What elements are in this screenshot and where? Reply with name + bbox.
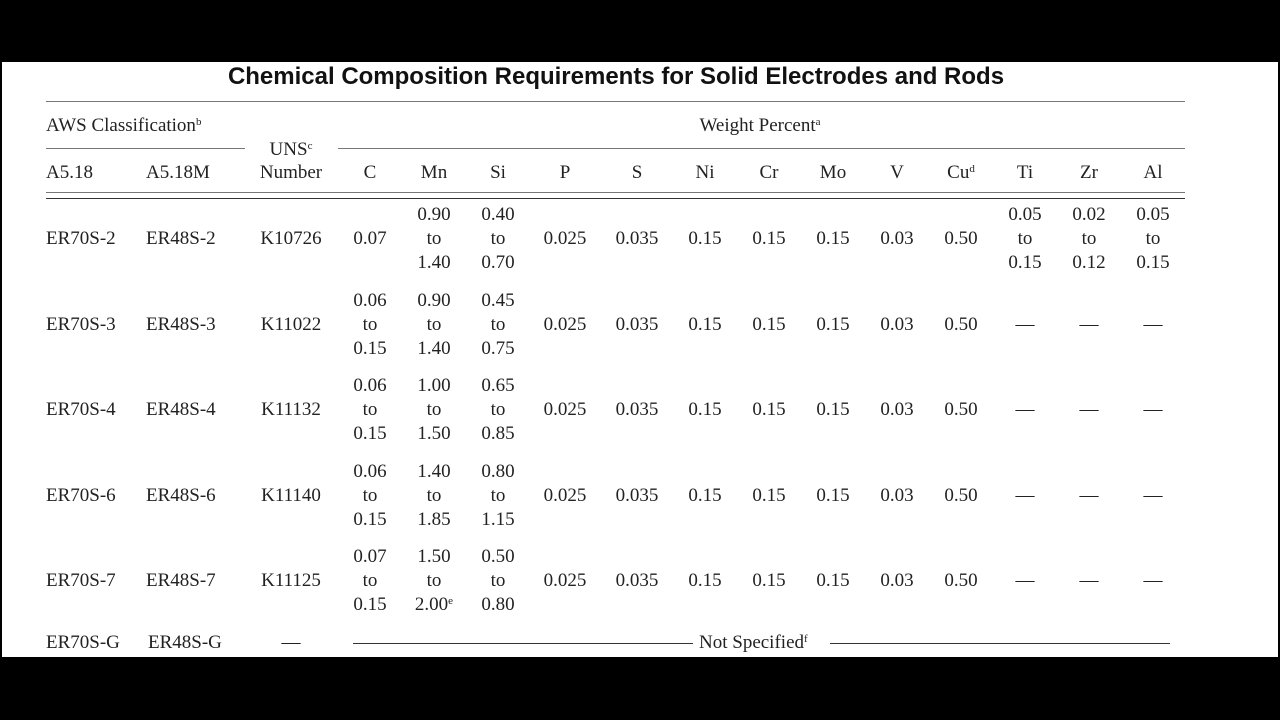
a518-classification: ER70S-G [46,632,120,653]
cell-value-mn: 0.90 [417,204,451,225]
a518m-classification: ER48S-G [148,632,222,653]
element-header-ni: Ni [695,162,715,183]
cell-value-p: 0.025 [543,399,587,420]
cell-value-al: 0.05 [1136,204,1170,225]
cell-value-cu: 0.50 [944,399,978,420]
cell-value-p: 0.025 [543,570,587,591]
cell-value-cr: 0.15 [752,484,786,506]
cell-value-mn: to [426,228,442,249]
a518m-classification: ER48S-2 [146,228,216,249]
cell-value-mo: 0.15 [816,484,850,506]
cell-value-cu: 0.50 [944,484,978,506]
uns-number: K11132 [261,399,321,420]
a518m-classification: ER48S-7 [146,570,216,591]
cell-value-cu: 0.50 [944,313,978,335]
cell-value-si: to [490,570,506,591]
element-header-cu: Cu$^d$ [947,162,975,183]
a518-classification: ER70S-7 [46,570,116,591]
cell-value-c: 0.15 [353,423,387,444]
cell-value-si: 0.75 [481,337,515,359]
cell-value-c: 0.15 [353,594,387,615]
element-header-ti: Ti [1016,162,1034,183]
cell-value-ni: 0.15 [688,313,722,335]
element-header-p: P [559,162,571,183]
cell-value-si: 0.40 [481,204,515,225]
cell-value-al: — [1143,570,1163,591]
cell-value-si: 0.85 [481,423,515,444]
cell-value-mn: to [426,399,442,420]
element-header-s: S [631,162,643,183]
cell-value-cr: 0.15 [752,399,786,420]
cell-value-p: 0.025 [543,228,587,249]
element-header-v: V [890,162,904,183]
cell-value-mo: 0.15 [816,570,850,591]
cell-value-mn: 1.40 [417,460,451,482]
cell-value-ti: to [1017,228,1033,249]
cell-value-c: to [362,570,378,591]
cell-value-si: to [490,484,506,506]
cell-value-mn: 1.85 [417,508,451,530]
a518m-classification: ER48S-4 [146,399,216,420]
cell-value-mo: 0.15 [816,313,850,335]
cell-value-mn: 1.50 [417,546,451,567]
cell-value-ti: — [1015,484,1035,506]
dash-rule-left [353,643,693,644]
cell-value-al: — [1143,484,1163,506]
element-header-mn: Mn [420,162,448,183]
cell-value-s: 0.035 [615,228,659,249]
cell-value-al: — [1143,313,1163,335]
weight-rule [338,148,1185,149]
cell-value-cr: 0.15 [752,313,786,335]
dash-rule-right [830,643,1170,644]
cell-value-v: 0.03 [880,399,914,420]
cell-value-c: 0.06 [353,289,387,311]
cell-value-mn: 1.00 [417,375,451,396]
cell-value-si: 0.80 [481,460,515,482]
top-rule [46,101,1185,102]
cell-value-al: to [1145,228,1161,249]
cell-value-zr: — [1079,313,1099,335]
a518m-header: A5.18M [146,162,210,183]
cell-value-mn: 1.50 [417,423,451,444]
header-rule-2 [46,198,1185,199]
cell-value-c: 0.07 [353,228,387,249]
a518-classification: ER70S-4 [46,399,116,420]
cell-value-mo: 0.15 [816,228,850,249]
element-header-cr: Cr [759,162,779,183]
cell-value-ti: — [1015,399,1035,420]
uns-number: K11140 [261,484,321,506]
cell-value-s: 0.035 [615,313,659,335]
element-header-mo: Mo [819,162,847,183]
cell-value-p: 0.025 [543,313,587,335]
cell-value-zr: — [1079,484,1099,506]
cell-value-zr: to [1081,228,1097,249]
cell-value-s: 0.035 [615,484,659,506]
cell-value-v: 0.03 [880,313,914,335]
cell-value-cu: 0.50 [944,228,978,249]
table-title: Chemical Composition Requirements for Solid Electrodes and Rods [227,63,1005,90]
aws-rule [46,148,245,149]
cell-value-ni: 0.15 [688,570,722,591]
cell-value-s: 0.035 [615,570,659,591]
cell-value-c: 0.06 [353,460,387,482]
cell-value-cr: 0.15 [752,228,786,249]
cell-value-cu: 0.50 [944,570,978,591]
cell-value-si: 1.15 [481,508,515,530]
element-header-si: Si [490,162,506,183]
cell-value-ni: 0.15 [688,399,722,420]
cell-value-si: 0.45 [481,289,515,311]
not-specified-text: Not Specified$^f$ [699,632,808,653]
cell-value-mn: 2.00e [414,594,454,615]
cell-value-c: 0.15 [353,337,387,359]
a518-classification: ER70S-2 [46,228,116,249]
cell-value-mn: 1.40 [417,337,451,359]
a518-classification: ER70S-3 [46,313,116,335]
header-rule-1 [46,192,1185,193]
cell-value-c: 0.06 [353,375,387,396]
cell-value-c: to [362,399,378,420]
cell-value-si: to [490,399,506,420]
element-header-c: C [363,162,377,183]
uns-header: UNS$^c$ [269,139,313,160]
cell-value-c: 0.15 [353,508,387,530]
cell-value-zr: 0.12 [1072,252,1106,273]
uns-number: K11125 [261,570,321,591]
cell-value-s: 0.035 [615,399,659,420]
cell-value-mn: 0.90 [417,289,451,311]
element-header-zr: Zr [1080,162,1098,183]
cell-value-zr: — [1079,570,1099,591]
cell-value-zr: — [1079,399,1099,420]
a518-classification: ER70S-6 [46,484,116,506]
cell-value-mn: to [426,484,442,506]
uns-number: K10726 [260,228,322,249]
cell-value-cr: 0.15 [752,570,786,591]
cell-value-c: to [362,313,378,335]
cell-value-v: 0.03 [880,484,914,506]
number-header: Number [259,162,323,183]
cell-value-c: 0.07 [353,546,387,567]
cell-value-mn: to [426,570,442,591]
cell-value-ti: 0.15 [1008,252,1042,273]
cell-value-ti: — [1015,570,1035,591]
cell-value-si: to [490,313,506,335]
element-header-al: Al [1143,162,1163,183]
cell-value-ti: 0.05 [1008,204,1042,225]
document-page [2,62,1278,657]
uns-number: K11022 [260,313,322,335]
cell-value-si: 0.50 [481,546,515,567]
cell-value-v: 0.03 [880,570,914,591]
cell-value-si: 0.70 [481,252,515,273]
cell-value-si: 0.65 [481,375,515,396]
cell-value-al: 0.15 [1136,252,1170,273]
a518-header: A5.18 [46,162,93,183]
a518m-classification: ER48S-3 [146,313,216,335]
cell-value-zr: 0.02 [1072,204,1106,225]
cell-value-c: to [362,484,378,506]
a518m-classification: ER48S-6 [146,484,216,506]
cell-value-mn: to [426,313,442,335]
uns-number: — [281,632,301,653]
cell-value-v: 0.03 [880,228,914,249]
cell-value-p: 0.025 [543,484,587,506]
cell-value-si: to [490,228,506,249]
cell-value-ni: 0.15 [688,484,722,506]
cell-value-si: 0.80 [481,594,515,615]
cell-value-ti: — [1015,313,1035,335]
weight-percent-header: Weight Percent$^a$ [699,115,821,136]
cell-value-mo: 0.15 [816,399,850,420]
cell-value-al: — [1143,399,1163,420]
cell-value-ni: 0.15 [688,228,722,249]
aws-classification-header: AWS Classification$^b$ [46,115,202,136]
cell-value-mn: 1.40 [417,252,451,273]
